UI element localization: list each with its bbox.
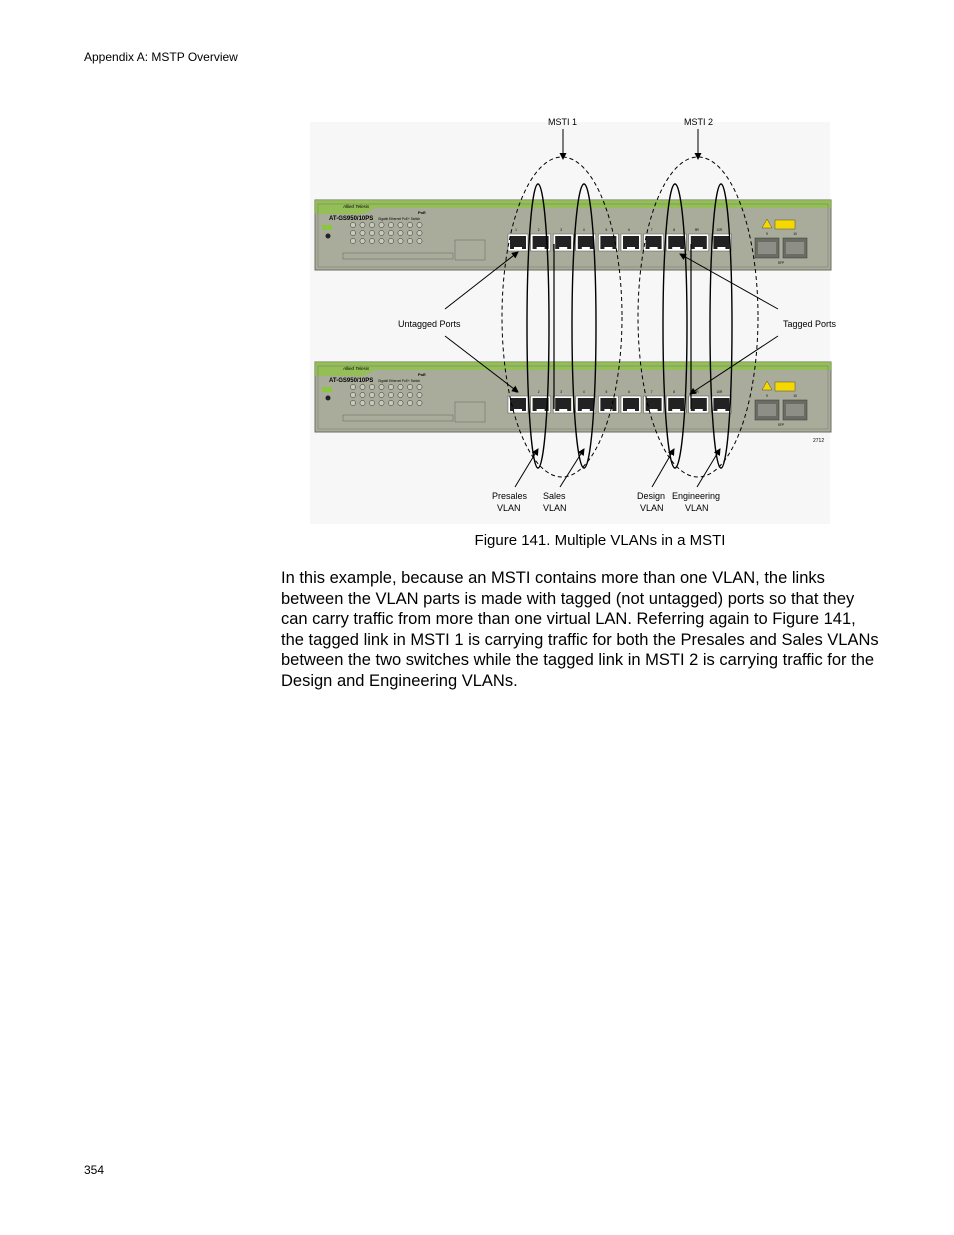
presales-label: Presales bbox=[492, 491, 528, 501]
status-led bbox=[388, 400, 393, 405]
brand-logo: Allied Telesis bbox=[343, 204, 370, 209]
status-led bbox=[369, 222, 374, 227]
status-led bbox=[417, 400, 422, 405]
design-label: Design bbox=[637, 491, 666, 501]
status-led bbox=[398, 230, 403, 235]
port-number: 6 bbox=[628, 228, 630, 232]
status-led bbox=[388, 384, 393, 389]
figure-diagram bbox=[300, 104, 840, 524]
status-led bbox=[417, 392, 422, 397]
port-number: 2 bbox=[537, 390, 540, 394]
rj45-port-latch bbox=[514, 247, 522, 250]
msti2-label: MSTI 2 bbox=[684, 117, 714, 127]
rj45-port-latch bbox=[604, 247, 612, 250]
status-led-green bbox=[322, 225, 332, 230]
status-led bbox=[388, 222, 393, 227]
engineering-label: Engineering bbox=[672, 491, 721, 501]
status-led bbox=[417, 222, 422, 227]
status-led bbox=[379, 230, 384, 235]
port-number: 2 bbox=[537, 228, 540, 232]
switch-model: AT-GS950/10PS bbox=[329, 216, 374, 222]
rj45-port-latch bbox=[627, 409, 635, 412]
rj45-port-latch bbox=[650, 409, 658, 412]
status-led bbox=[407, 238, 412, 243]
port-number: 4 bbox=[582, 390, 585, 394]
sales-vlan-label: VLAN bbox=[543, 503, 567, 513]
body-paragraph: In this example, because an MSTI contains more than one VLAN, the links between the VLAN parts is made with tagged (not untagged) ports so that they can carry traffic from more than one virtual LAN. Referring again to Figure 141, the tagged link in MSTI 1 is carrying traffic for both the Presales and Sales VLANs between the two switches while the tagged link in MSTI 2 is carrying traffic for the Design and Engineering VLANs. bbox=[281, 569, 879, 690]
status-led bbox=[379, 384, 384, 389]
status-led bbox=[388, 230, 393, 235]
status-led bbox=[379, 222, 384, 227]
tagged-ports-label: Tagged Ports bbox=[783, 319, 837, 329]
rj45-port-latch bbox=[582, 247, 590, 250]
status-led bbox=[350, 230, 355, 235]
engineering-vlan-label: VLAN bbox=[685, 503, 709, 513]
port-number: 4 bbox=[582, 228, 585, 232]
status-led bbox=[398, 238, 403, 243]
rj45-port-latch bbox=[582, 409, 590, 412]
warning-labels bbox=[762, 381, 795, 391]
figure-caption-text: Figure 141. Multiple VLANs in a MSTI bbox=[474, 532, 726, 549]
rj45-port-latch bbox=[559, 247, 567, 250]
figure-id: 2712 bbox=[813, 438, 825, 444]
port-number: 10R bbox=[716, 228, 723, 232]
power-led bbox=[326, 396, 331, 401]
rj45-port-latch bbox=[672, 247, 680, 250]
sfp-label: SFP bbox=[777, 261, 785, 265]
status-led bbox=[407, 392, 412, 397]
status-led bbox=[398, 400, 403, 405]
rj45-port-latch bbox=[537, 409, 545, 412]
status-led bbox=[369, 230, 374, 235]
poe-badge: PoE bbox=[418, 210, 426, 215]
status-led bbox=[388, 238, 393, 243]
port-number: 1 bbox=[515, 228, 517, 232]
sfp-slot bbox=[786, 242, 804, 254]
status-led bbox=[369, 238, 374, 243]
rj45-port-latch bbox=[537, 247, 545, 250]
sfp-slot bbox=[786, 404, 804, 416]
page-number: 354 bbox=[84, 1163, 105, 1177]
status-led bbox=[417, 238, 422, 243]
design-vlan-label: VLAN bbox=[640, 503, 664, 513]
sales-label: Sales bbox=[543, 491, 566, 501]
port-number: 6 bbox=[628, 390, 630, 394]
switch-description: Gigabit Ethernet PoE+ Switch bbox=[378, 217, 421, 221]
status-led bbox=[350, 238, 355, 243]
port-number: 7 bbox=[650, 228, 653, 232]
sfp-number: 9 bbox=[766, 232, 768, 236]
sfp-label: SFP bbox=[777, 423, 785, 427]
status-led bbox=[360, 230, 365, 235]
sfp-number: 9 bbox=[766, 394, 768, 398]
sfp-slot bbox=[758, 242, 776, 254]
rj45-port-latch bbox=[695, 409, 703, 412]
power-led bbox=[326, 234, 331, 239]
status-led bbox=[417, 230, 422, 235]
status-led bbox=[350, 400, 355, 405]
laser-label bbox=[775, 220, 795, 229]
port-number: 8 bbox=[673, 390, 676, 394]
brand-logo: Allied Telesis bbox=[343, 366, 370, 371]
status-led bbox=[398, 392, 403, 397]
status-led bbox=[398, 384, 403, 389]
status-led bbox=[417, 384, 422, 389]
figure-background bbox=[310, 122, 830, 524]
status-led bbox=[350, 222, 355, 227]
vlan-msti-figure bbox=[300, 104, 840, 524]
presales-vlan-label: VLAN bbox=[497, 503, 521, 513]
sfp-slot bbox=[758, 404, 776, 416]
sfp-number: 10 bbox=[793, 232, 797, 236]
status-led bbox=[360, 222, 365, 227]
untagged-ports-label: Untagged Ports bbox=[398, 319, 461, 329]
port-number: 10R bbox=[716, 390, 723, 394]
status-led bbox=[407, 384, 412, 389]
status-led bbox=[407, 400, 412, 405]
port-number: 7 bbox=[650, 390, 653, 394]
rj45-port-latch bbox=[672, 409, 680, 412]
status-led bbox=[369, 384, 374, 389]
status-led bbox=[379, 392, 384, 397]
port-number: 9R bbox=[694, 228, 699, 232]
status-led bbox=[407, 230, 412, 235]
status-led bbox=[369, 392, 374, 397]
rj45-port-latch bbox=[514, 409, 522, 412]
sfp-number: 10 bbox=[793, 394, 797, 398]
switch-description: Gigabit Ethernet PoE+ Switch bbox=[378, 379, 421, 383]
rj45-port-latch bbox=[717, 247, 725, 250]
rj45-port-latch bbox=[695, 247, 703, 250]
port-number: 9R bbox=[694, 390, 699, 394]
status-led bbox=[407, 222, 412, 227]
switch-model: AT-GS950/10PS bbox=[329, 378, 374, 384]
rj45-port-latch bbox=[627, 247, 635, 250]
status-led bbox=[360, 384, 365, 389]
status-led bbox=[360, 400, 365, 405]
msti1-label: MSTI 1 bbox=[548, 117, 578, 127]
port-number: 3 bbox=[560, 228, 563, 232]
status-led bbox=[388, 392, 393, 397]
running-header: Appendix A: MSTP Overview bbox=[84, 50, 238, 64]
status-led bbox=[360, 392, 365, 397]
rj45-port-latch bbox=[717, 409, 725, 412]
poe-badge: PoE bbox=[418, 372, 426, 377]
port-number: 3 bbox=[560, 390, 563, 394]
port-number: 5 bbox=[605, 390, 608, 394]
port-number: 5 bbox=[605, 228, 608, 232]
rj45-port-latch bbox=[650, 247, 658, 250]
port-number: 8 bbox=[673, 228, 676, 232]
laser-label bbox=[775, 382, 795, 391]
warning-labels bbox=[762, 219, 795, 229]
status-led bbox=[398, 222, 403, 227]
status-led bbox=[350, 384, 355, 389]
status-led bbox=[350, 392, 355, 397]
status-led bbox=[379, 238, 384, 243]
status-led bbox=[369, 400, 374, 405]
status-led bbox=[379, 400, 384, 405]
port-number: 1 bbox=[515, 390, 517, 394]
figure-caption bbox=[300, 532, 950, 549]
status-led bbox=[360, 238, 365, 243]
status-led-green bbox=[322, 387, 332, 392]
rj45-port-latch bbox=[559, 409, 567, 412]
